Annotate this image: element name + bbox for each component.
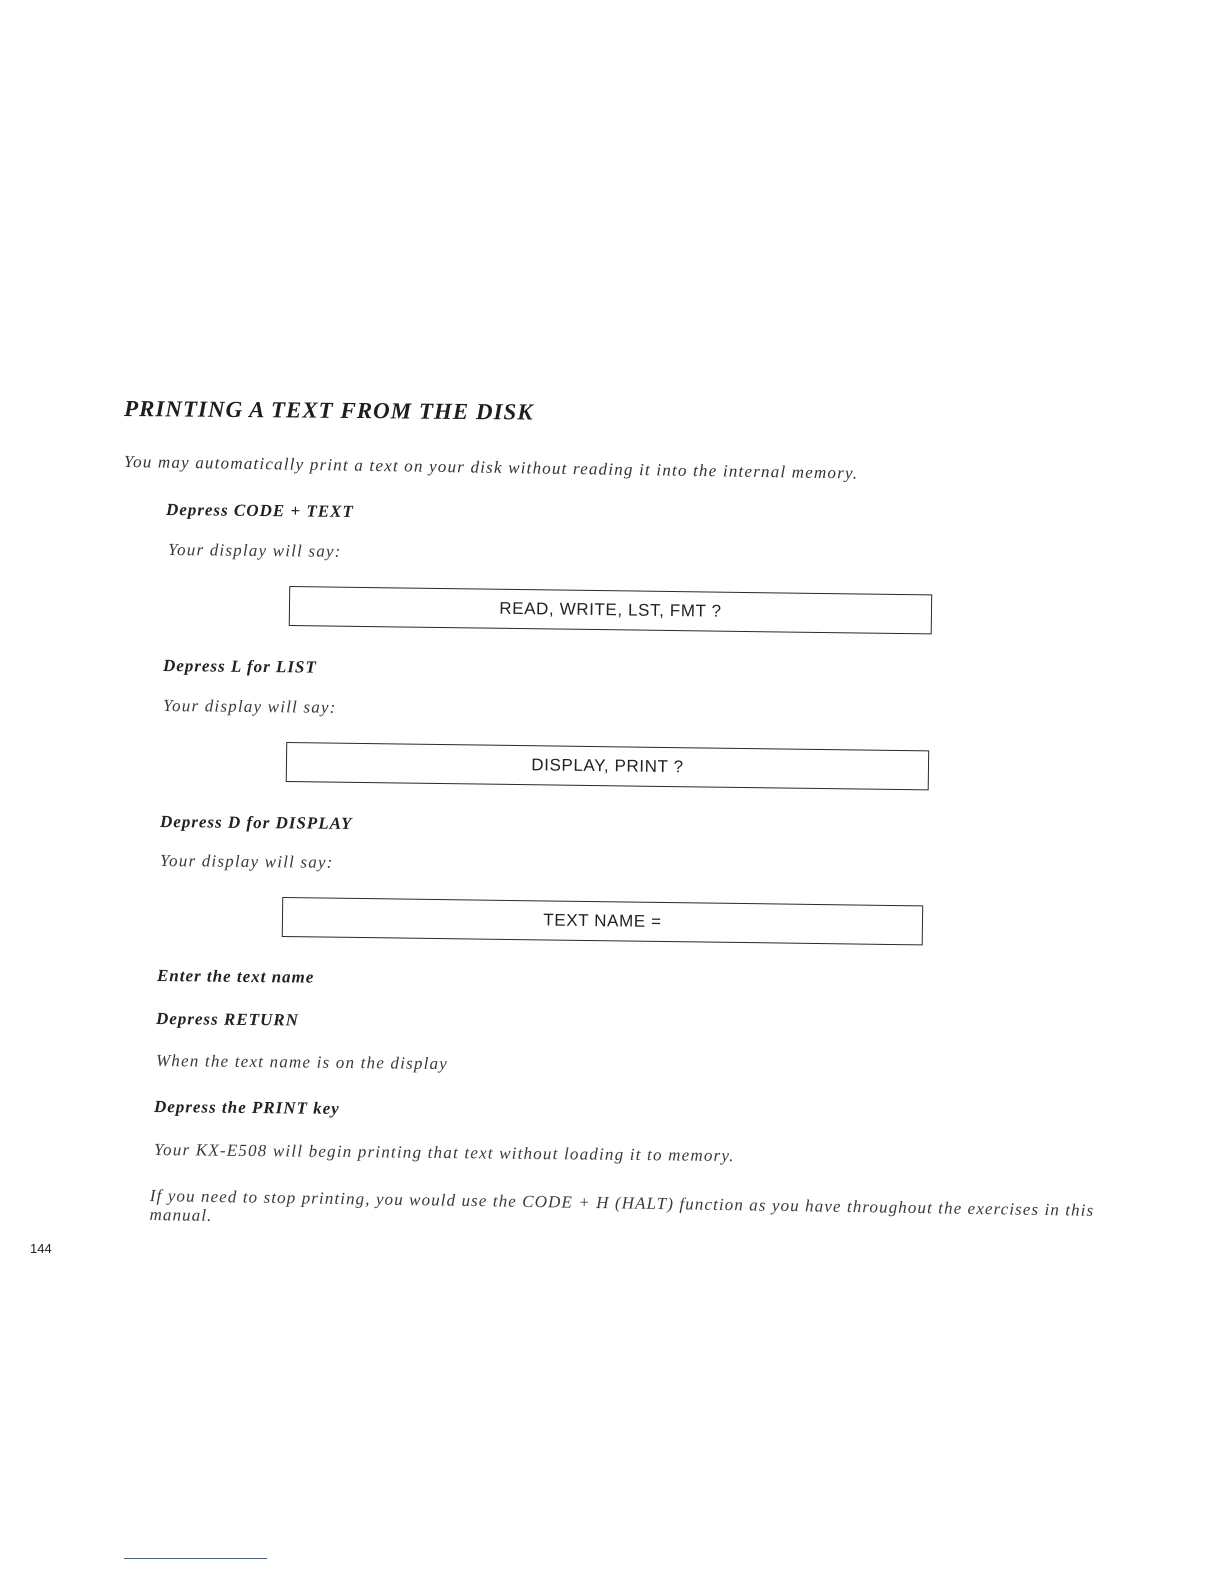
display-box (286, 742, 929, 790)
step-return: Depress RETURN (155, 1009, 300, 1030)
display-text: READ, WRITE, LST, FMT ? (499, 598, 722, 621)
display-say-label: Your display will say: (162, 696, 337, 717)
display-box (289, 586, 932, 634)
step-display: Depress D for DISPLAY (159, 812, 353, 834)
stop-note: If you need to stop printing, you would use the CODE + H (HALT) function as you have throughout the exercises in this manual. (149, 1186, 1095, 1225)
section-heading: PRINTING A TEXT FROM THE DISK (123, 396, 534, 425)
step-code-text: Depress CODE + TEXT (165, 500, 354, 521)
when-on-display-text: When the text name is on the display (155, 1051, 449, 1074)
step-print-key: Depress the PRINT key (153, 1097, 340, 1118)
result-text: Your KX-E508 will begin printing that text without loading it to memory. (153, 1140, 735, 1166)
page-number: 144 (30, 1241, 52, 1256)
display-text: TEXT NAME = (543, 910, 662, 931)
footer-rule (124, 1558, 267, 1559)
display-say-label: Your display will say: (167, 540, 342, 561)
step-enter-name: Enter the text name (156, 966, 315, 987)
display-text: DISPLAY, PRINT ? (531, 755, 684, 777)
display-box (282, 897, 923, 945)
step-list: Depress L for LIST (162, 656, 317, 677)
display-say-label: Your display will say: (159, 851, 334, 872)
intro-text: You may automatically print a text on your disk without reading it into the internal memory. (123, 452, 859, 483)
